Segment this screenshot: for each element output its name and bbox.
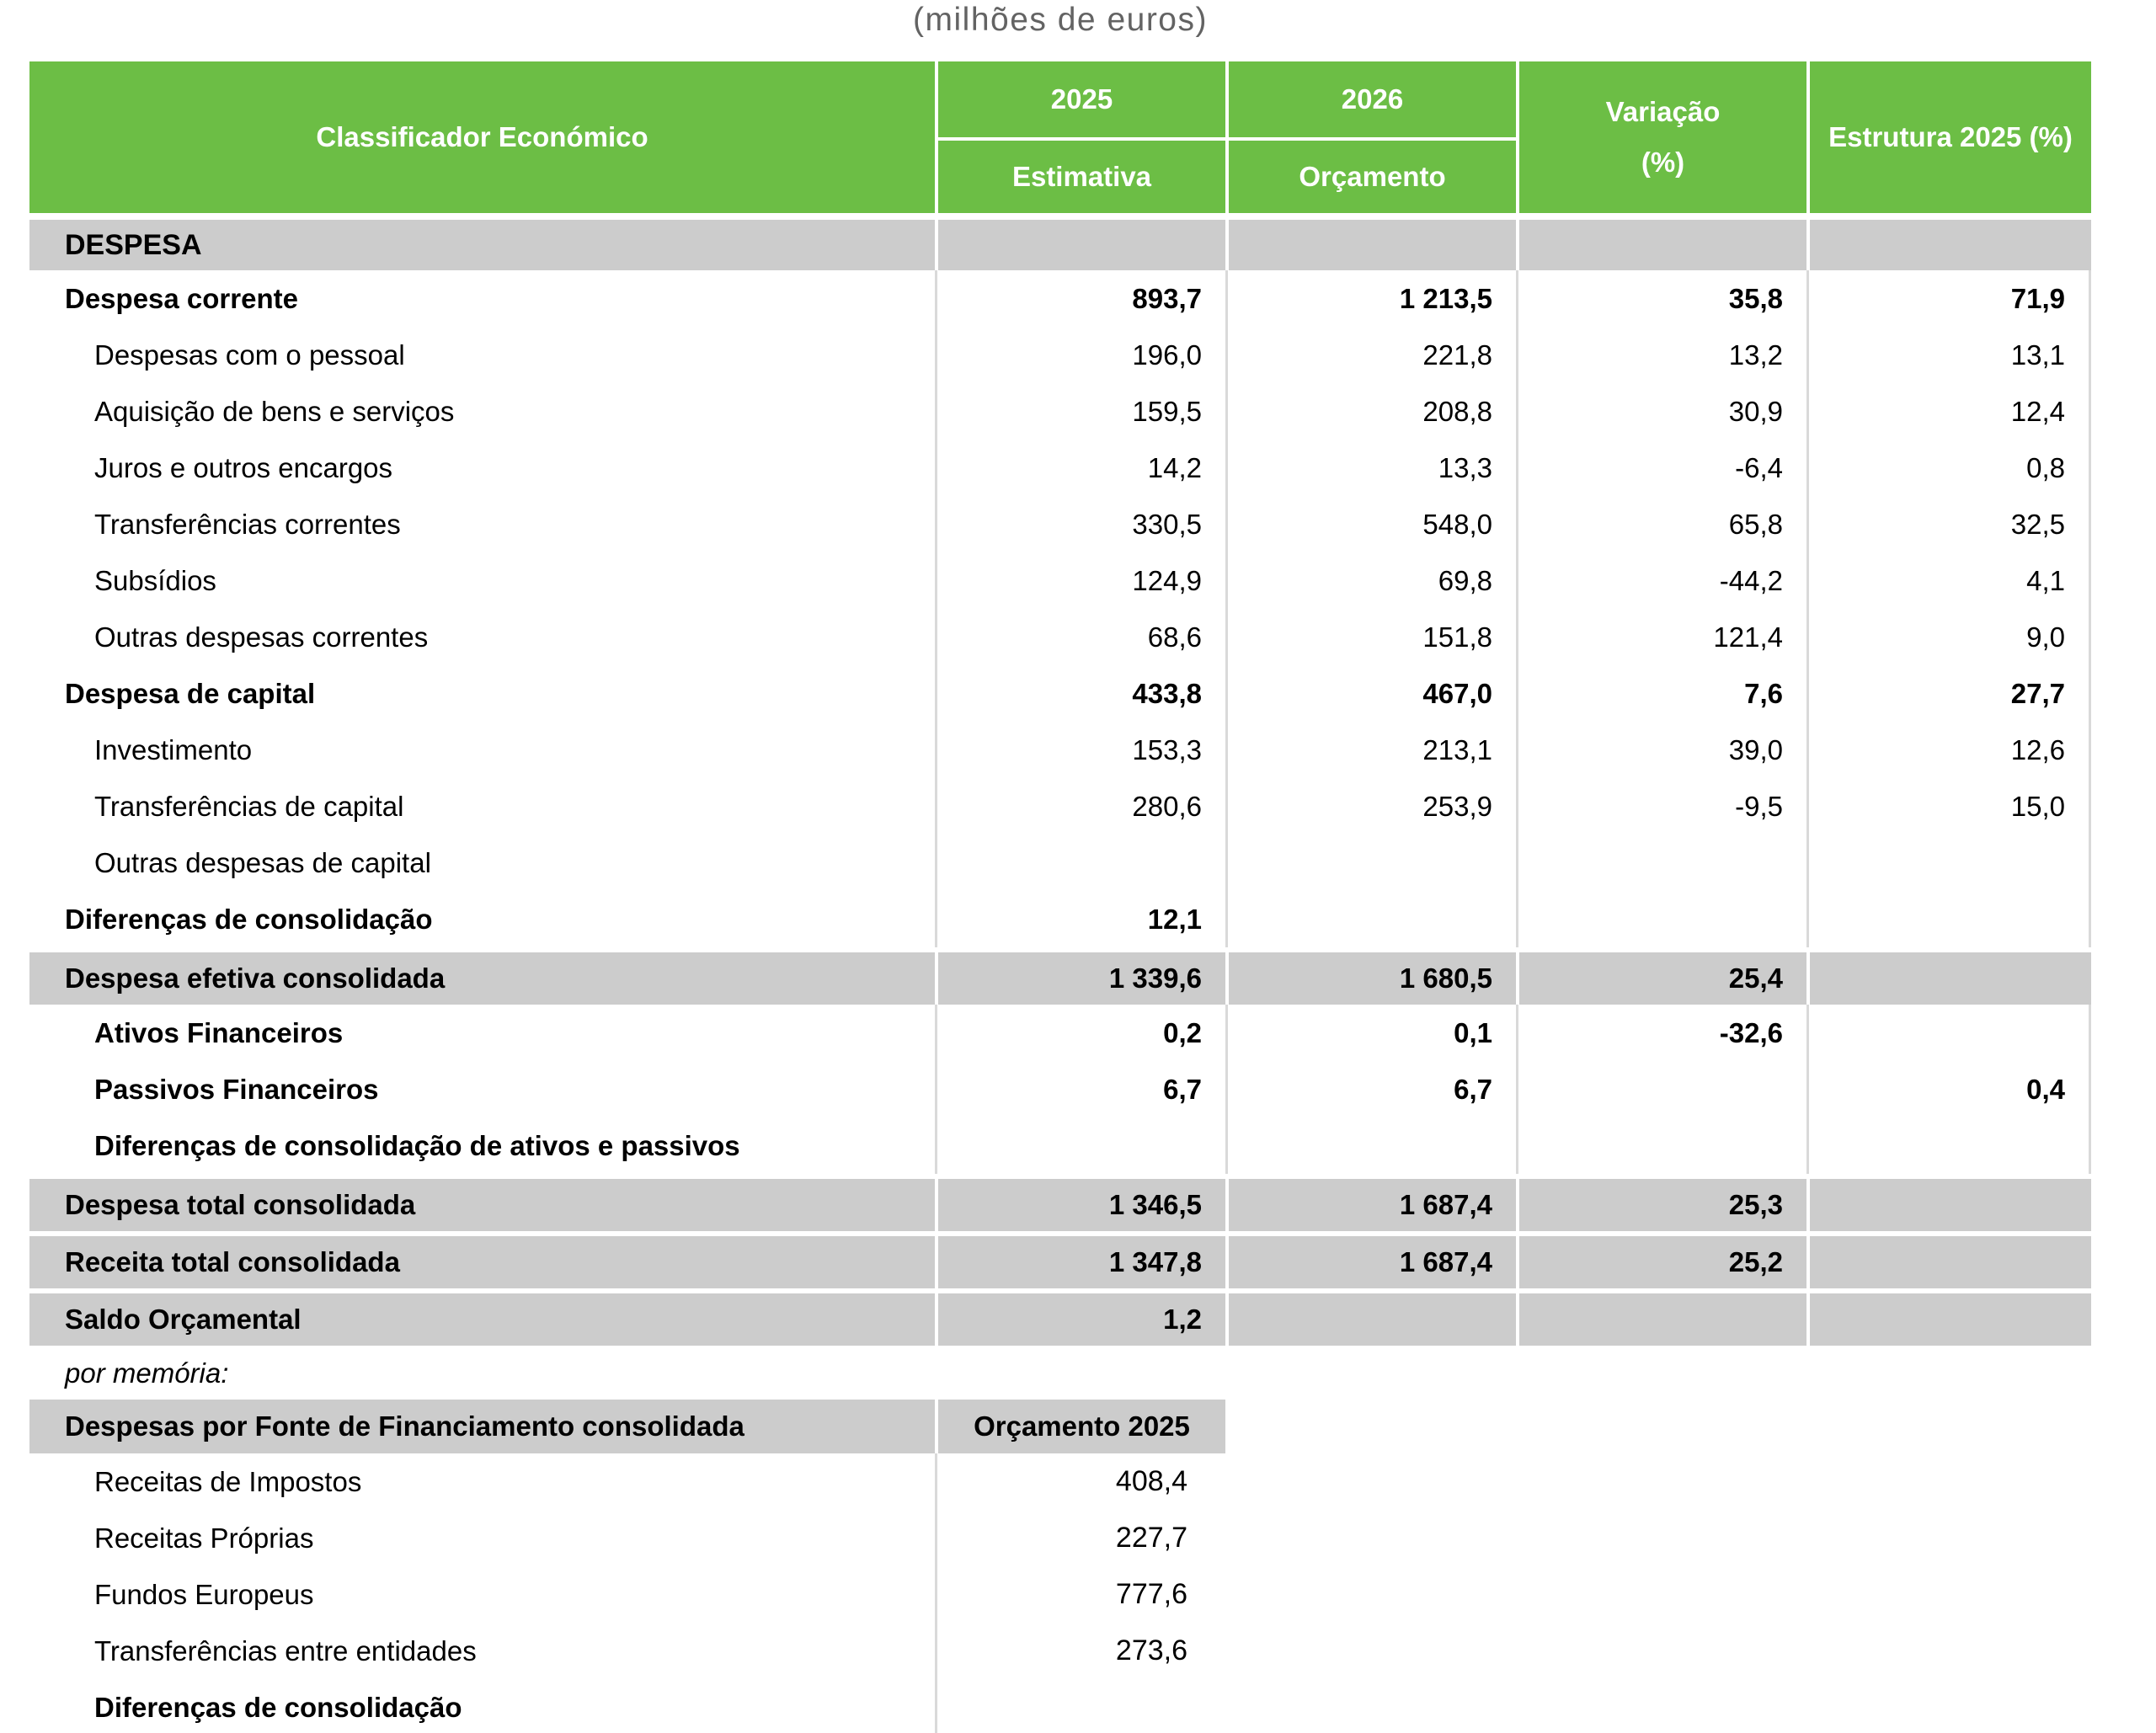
cell-estrutura-2025 <box>1806 1288 2091 1346</box>
cell-estimativa-2025: 0,2 <box>935 1005 1225 1061</box>
cell-orcamento-2026 <box>1225 835 1516 891</box>
table-row <box>29 496 2091 552</box>
cell-variacao <box>1516 1061 1806 1117</box>
cell-estrutura-2025: 12,6 <box>1806 722 2091 778</box>
row-label: Receita total consolidada <box>29 1231 935 1288</box>
table-row <box>29 1174 2091 1231</box>
cell-orcamento-2025: 408,4 <box>935 1453 1225 1510</box>
table-row <box>29 778 2091 835</box>
cell-orcamento-2026: 1 687,4 <box>1225 1231 1516 1288</box>
row-label: Ativos Financeiros <box>94 1016 344 1048</box>
row-label: Despesa de capital <box>65 677 316 709</box>
cell-variacao: 65,8 <box>1516 496 1806 552</box>
cell-estimativa-2025: 124,9 <box>935 552 1225 609</box>
cell-estrutura-2025: 71,9 <box>1806 270 2091 327</box>
cell-estimativa-2025: 330,5 <box>935 496 1225 552</box>
cell-estimativa-2025: 196,0 <box>935 327 1225 383</box>
cell-orcamento-2026: 253,9 <box>1225 778 1516 835</box>
row-label: Outras despesas correntes <box>94 621 429 653</box>
row-label: Diferenças de consolidação <box>65 903 433 935</box>
cell-variacao: -44,2 <box>1516 552 1806 609</box>
row-label: DESPESA <box>29 213 935 270</box>
cell-estrutura-2025 <box>1806 1231 2091 1288</box>
header-estimativa: Estimativa <box>935 137 1225 213</box>
cell-estrutura-2025 <box>1806 1005 2091 1061</box>
cell-estimativa-2025: 153,3 <box>935 722 1225 778</box>
row-label: Transferências entre entidades <box>94 1634 477 1666</box>
header-classificador-economico: Classificador Económico <box>29 61 935 213</box>
cell-estrutura-2025: 4,1 <box>1806 552 2091 609</box>
cell-estrutura-2025: 0,4 <box>1806 1061 2091 1117</box>
cell-estrutura-2025: 27,7 <box>1806 665 2091 722</box>
cell-variacao <box>1516 213 1806 270</box>
table-row <box>29 722 2091 778</box>
cell-estimativa-2025 <box>935 1117 1225 1174</box>
table-row <box>29 665 2091 722</box>
row-label: Receitas de Impostos <box>94 1465 362 1497</box>
cell-orcamento-2026: 548,0 <box>1225 496 1516 552</box>
budget-table <box>29 61 2091 1346</box>
cell-orcamento-2026: 0,1 <box>1225 1005 1516 1061</box>
table-row <box>29 1679 1225 1733</box>
cell-estimativa-2025: 6,7 <box>935 1061 1225 1117</box>
cell-estrutura-2025: 0,8 <box>1806 440 2091 496</box>
header-orcamento: Orçamento <box>1225 137 1516 213</box>
memo-header-orcamento-2025: Orçamento 2025 <box>935 1400 1225 1453</box>
row-label: Receitas Próprias <box>94 1522 314 1554</box>
table-row <box>29 609 2091 665</box>
header-year-2026: 2026 <box>1225 61 1516 137</box>
row-label: Subsídios <box>94 564 216 596</box>
cell-estrutura-2025: 9,0 <box>1806 609 2091 665</box>
cell-estrutura-2025: 13,1 <box>1806 327 2091 383</box>
row-label: Diferenças de consolidação de ativos e passivos <box>94 1129 740 1161</box>
table-row <box>29 1061 2091 1117</box>
cell-variacao <box>1516 835 1806 891</box>
row-label: Despesa total consolidada <box>29 1174 935 1231</box>
cell-orcamento-2026: 467,0 <box>1225 665 1516 722</box>
cell-orcamento-2026 <box>1225 891 1516 947</box>
table-row <box>29 1623 1225 1679</box>
header-variacao <box>1516 61 1806 213</box>
header-variacao-line2: (%) <box>1641 147 1685 178</box>
table-row <box>29 1117 2091 1174</box>
table-row <box>29 1453 1225 1510</box>
cell-orcamento-2026 <box>1225 213 1516 270</box>
cell-estimativa-2025 <box>935 213 1225 270</box>
table-row <box>29 440 2091 496</box>
cell-estimativa-2025: 433,8 <box>935 665 1225 722</box>
cell-orcamento-2026: 151,8 <box>1225 609 1516 665</box>
row-label: Saldo Orçamental <box>29 1288 935 1346</box>
memo-header-row <box>29 1400 1225 1453</box>
table-row <box>29 327 2091 383</box>
cell-estimativa-2025: 1 347,8 <box>935 1231 1225 1288</box>
table-row <box>29 835 2091 891</box>
cell-variacao: 35,8 <box>1516 270 1806 327</box>
table-row <box>29 1510 1225 1566</box>
table-row <box>29 1288 2091 1346</box>
cell-estrutura-2025: 12,4 <box>1806 383 2091 440</box>
cell-estrutura-2025 <box>1806 891 2091 947</box>
table-row <box>29 1231 2091 1288</box>
table-row <box>29 1566 1225 1623</box>
cell-variacao: 7,6 <box>1516 665 1806 722</box>
cell-estimativa-2025: 893,7 <box>935 270 1225 327</box>
cell-orcamento-2026: 1 687,4 <box>1225 1174 1516 1231</box>
cell-variacao: 25,3 <box>1516 1174 1806 1231</box>
cell-orcamento-2026 <box>1225 1117 1516 1174</box>
table-row <box>29 213 2091 270</box>
cell-orcamento-2025: 777,6 <box>935 1566 1225 1623</box>
row-label: Diferenças de consolidação <box>94 1691 462 1723</box>
header-row-years <box>29 61 2091 137</box>
cell-orcamento-2026: 1 213,5 <box>1225 270 1516 327</box>
table-row <box>29 1005 2091 1061</box>
cell-variacao <box>1516 891 1806 947</box>
row-label: Despesa efetiva consolidada <box>29 947 935 1005</box>
units-label: (milhões de euros) <box>913 2 1208 38</box>
cell-estrutura-2025 <box>1806 1174 2091 1231</box>
cell-orcamento-2026: 213,1 <box>1225 722 1516 778</box>
cell-estimativa-2025 <box>935 835 1225 891</box>
cell-variacao: -32,6 <box>1516 1005 1806 1061</box>
cell-orcamento-2026: 1 680,5 <box>1225 947 1516 1005</box>
table-row <box>29 891 2091 947</box>
cell-orcamento-2026: 208,8 <box>1225 383 1516 440</box>
financing-source-table <box>29 1400 1225 1733</box>
memo-note: por memória: <box>65 1357 229 1389</box>
row-label: Investimento <box>94 733 253 765</box>
cell-estrutura-2025: 15,0 <box>1806 778 2091 835</box>
cell-estimativa-2025: 1 346,5 <box>935 1174 1225 1231</box>
budget-table-body <box>29 213 2091 1346</box>
cell-variacao: 25,4 <box>1516 947 1806 1005</box>
header-variacao-line1: Variação <box>1605 96 1721 127</box>
header-estrutura-2025: Estrutura 2025 (%) <box>1806 61 2091 213</box>
cell-variacao: -9,5 <box>1516 778 1806 835</box>
cell-variacao <box>1516 1117 1806 1174</box>
cell-estimativa-2025: 14,2 <box>935 440 1225 496</box>
row-label: Passivos Financeiros <box>94 1073 379 1105</box>
cell-orcamento-2026: 69,8 <box>1225 552 1516 609</box>
cell-estimativa-2025: 68,6 <box>935 609 1225 665</box>
row-label: Outras despesas de capital <box>94 846 431 878</box>
table-row <box>29 947 2091 1005</box>
cell-variacao: -6,4 <box>1516 440 1806 496</box>
cell-orcamento-2026 <box>1225 1288 1516 1346</box>
cell-orcamento-2025 <box>935 1679 1225 1733</box>
row-label: Transferências correntes <box>94 508 401 540</box>
memo-header-label: Despesas por Fonte de Financiamento consolidada <box>29 1400 935 1453</box>
cell-variacao <box>1516 1288 1806 1346</box>
cell-variacao: 39,0 <box>1516 722 1806 778</box>
cell-estimativa-2025: 1,2 <box>935 1288 1225 1346</box>
cell-orcamento-2026: 6,7 <box>1225 1061 1516 1117</box>
cell-orcamento-2026: 13,3 <box>1225 440 1516 496</box>
table-row <box>29 383 2091 440</box>
financing-source-header <box>29 1400 1225 1453</box>
cell-estimativa-2025: 12,1 <box>935 891 1225 947</box>
cell-variacao: 30,9 <box>1516 383 1806 440</box>
cell-variacao: 25,2 <box>1516 1231 1806 1288</box>
cell-estimativa-2025: 280,6 <box>935 778 1225 835</box>
financing-source-body <box>29 1453 1225 1733</box>
header-year-2025: 2025 <box>935 61 1225 137</box>
row-label: Transferências de capital <box>94 790 404 822</box>
row-label: Fundos Europeus <box>94 1578 314 1610</box>
cell-estrutura-2025 <box>1806 1117 2091 1174</box>
row-label: Aquisição de bens e serviços <box>94 395 455 427</box>
cell-estrutura-2025 <box>1806 213 2091 270</box>
cell-estrutura-2025 <box>1806 835 2091 891</box>
cell-variacao: 13,2 <box>1516 327 1806 383</box>
cell-estimativa-2025: 159,5 <box>935 383 1225 440</box>
cell-orcamento-2026: 221,8 <box>1225 327 1516 383</box>
cell-variacao: 121,4 <box>1516 609 1806 665</box>
cell-estrutura-2025 <box>1806 947 2091 1005</box>
cell-orcamento-2025: 227,7 <box>935 1510 1225 1566</box>
cell-estimativa-2025: 1 339,6 <box>935 947 1225 1005</box>
row-label: Juros e outros encargos <box>94 451 393 483</box>
cell-estrutura-2025: 32,5 <box>1806 496 2091 552</box>
cell-orcamento-2025: 273,6 <box>935 1623 1225 1679</box>
row-label: Despesa corrente <box>65 282 298 314</box>
table-row <box>29 552 2091 609</box>
row-label: Despesas com o pessoal <box>94 339 405 371</box>
table-row <box>29 270 2091 327</box>
budget-table-header <box>29 61 2091 213</box>
